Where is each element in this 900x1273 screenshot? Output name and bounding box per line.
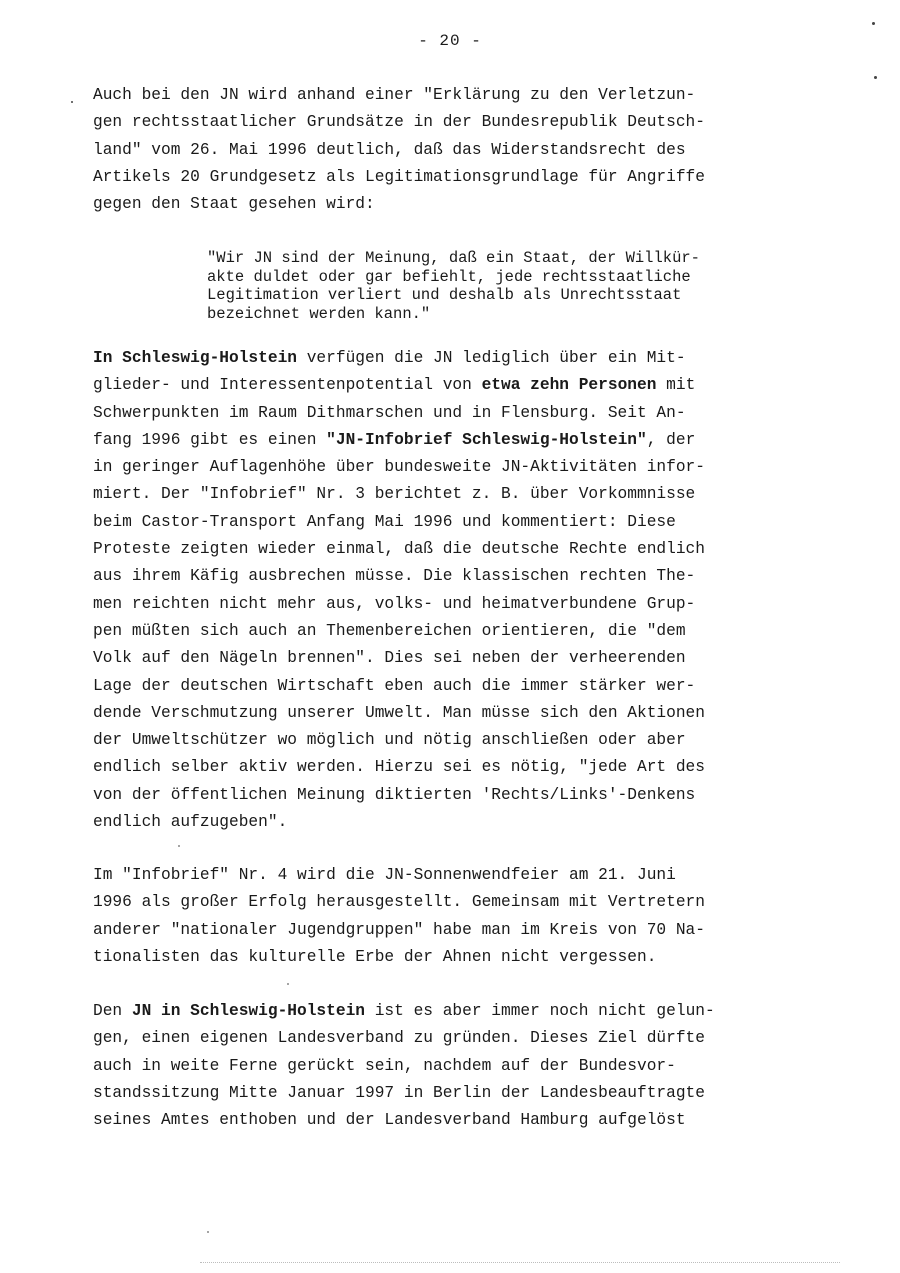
block-quote <box>207 249 807 323</box>
text-line <box>93 345 813 372</box>
text-line: auch in weite Ferne gerückt sein, nachdem auf der Bundesvor- <box>93 1056 676 1075</box>
text-fragment: fang 1996 gibt es einen <box>93 430 327 449</box>
text-line: tionalisten das kulturelle Erbe der Ahnen nicht vergessen. <box>93 947 657 966</box>
text-fragment: mit <box>656 376 696 395</box>
text-line: aus ihrem Käfig ausbrechen müsse. Die klassischen rechten The- <box>93 567 696 586</box>
text-fragment: ist es aber immer noch nicht gelun- <box>365 1002 715 1020</box>
text-line: anderer "nationaler Jugendgruppen" habe man im Kreis von 70 Na- <box>93 920 705 939</box>
quote-line: akte duldet oder gar befiehlt, jede rechtsstaatliche <box>207 267 691 286</box>
text-line <box>93 372 813 399</box>
paragraph-landesverband <box>93 998 813 1134</box>
text-line: in geringer Auflagenhöhe über bundesweite JN-Aktivitäten infor- <box>93 458 705 477</box>
text-line: Schwerpunkten im Raum Dithmarschen und in Flensburg. Seit An- <box>93 403 686 422</box>
paragraph-schleswig-holstein <box>93 345 813 836</box>
text-line: gen, einen eigenen Landesverband zu gründen. Dieses Ziel dürfte <box>93 1029 705 1048</box>
paragraph-intro <box>93 82 813 218</box>
emphasis: etwa zehn Personen <box>481 376 657 395</box>
text-line: pen müßten sich auch an Themenbereichen orientieren, die "dem <box>93 621 686 640</box>
scan-speck <box>287 983 289 985</box>
page-number: - 20 - <box>418 32 482 50</box>
scan-speck <box>874 76 877 79</box>
text-fragment: , der <box>646 430 696 449</box>
text-line: standssitzung Mitte Januar 1997 in Berlin der Landesbeauftragte <box>93 1083 705 1102</box>
text-fragment: verfügen die JN lediglich über ein Mit- <box>297 349 686 367</box>
text-fragment: Den <box>93 1002 132 1020</box>
scan-speck <box>71 101 73 103</box>
emphasis: In Schleswig-Holstein <box>93 349 297 367</box>
text-line: Proteste zeigten wieder einmal, daß die deutsche Rechte endlich <box>93 540 705 559</box>
emphasis: "JN-Infobrief Schleswig-Holstein" <box>326 430 647 449</box>
paragraph-infobrief-4 <box>93 862 813 971</box>
text-line <box>93 427 813 454</box>
text-line: von der öffentlichen Meinung diktierten 'Rechts/Links'-Denkens <box>93 785 696 804</box>
emphasis: JN in Schleswig-Holstein <box>131 1002 365 1020</box>
text-line <box>93 998 813 1025</box>
text-line: gegen den Staat gesehen wird: <box>93 195 375 214</box>
quote-line: Legitimation verliert und deshalb als Unrechtsstaat <box>207 286 682 305</box>
text-line: dende Verschmutzung unserer Umwelt. Man müsse sich den Aktionen <box>93 703 705 722</box>
text-line: der Umweltschützer wo möglich und nötig anschließen oder aber <box>93 731 686 750</box>
scan-footer-artifact <box>200 1262 840 1265</box>
text-line: Volk auf den Nägeln brennen". Dies sei neben der verheerenden <box>93 649 686 668</box>
text-line: 1996 als großer Erfolg herausgestellt. Gemeinsam mit Vertretern <box>93 893 705 912</box>
text-fragment: glieder- und Interessentenpotential von <box>93 376 482 395</box>
text-line: Im "Infobrief" Nr. 4 wird die JN-Sonnenwendfeier am 21. Juni <box>93 866 676 884</box>
quote-line: bezeichnet werden kann." <box>207 304 431 323</box>
text-line: miert. Der "Infobrief" Nr. 3 berichtet z. B. über Vorkommnisse <box>93 485 696 504</box>
text-line: gen rechtsstaatlicher Grundsätze in der Bundesrepublik Deutsch- <box>93 113 705 132</box>
text-line: Lage der deutschen Wirtschaft eben auch die immer stärker wer- <box>93 676 696 695</box>
text-line: beim Castor-Transport Anfang Mai 1996 und kommentiert: Diese <box>93 512 676 531</box>
text-line: endlich selber aktiv werden. Hierzu sei es nötig, "jede Art des <box>93 758 705 777</box>
text-line: men reichten nicht mehr aus, volks- und heimatverbundene Grup- <box>93 594 696 613</box>
text-line: seines Amtes enthoben und der Landesverband Hamburg aufgelöst <box>93 1111 686 1130</box>
scan-speck <box>872 22 875 25</box>
scan-speck <box>178 845 180 847</box>
text-line: land" vom 26. Mai 1996 deutlich, daß das Widerstandsrecht des <box>93 140 686 159</box>
scan-speck <box>207 1231 209 1233</box>
text-line: Artikels 20 Grundgesetz als Legitimationsgrundlage für Angriffe <box>93 167 705 186</box>
text-line: endlich aufzugeben". <box>93 813 288 832</box>
text-line: Auch bei den JN wird anhand einer "Erklärung zu den Verletzun- <box>93 86 696 104</box>
quote-line: "Wir JN sind der Meinung, daß ein Staat, der Willkür- <box>207 249 700 267</box>
